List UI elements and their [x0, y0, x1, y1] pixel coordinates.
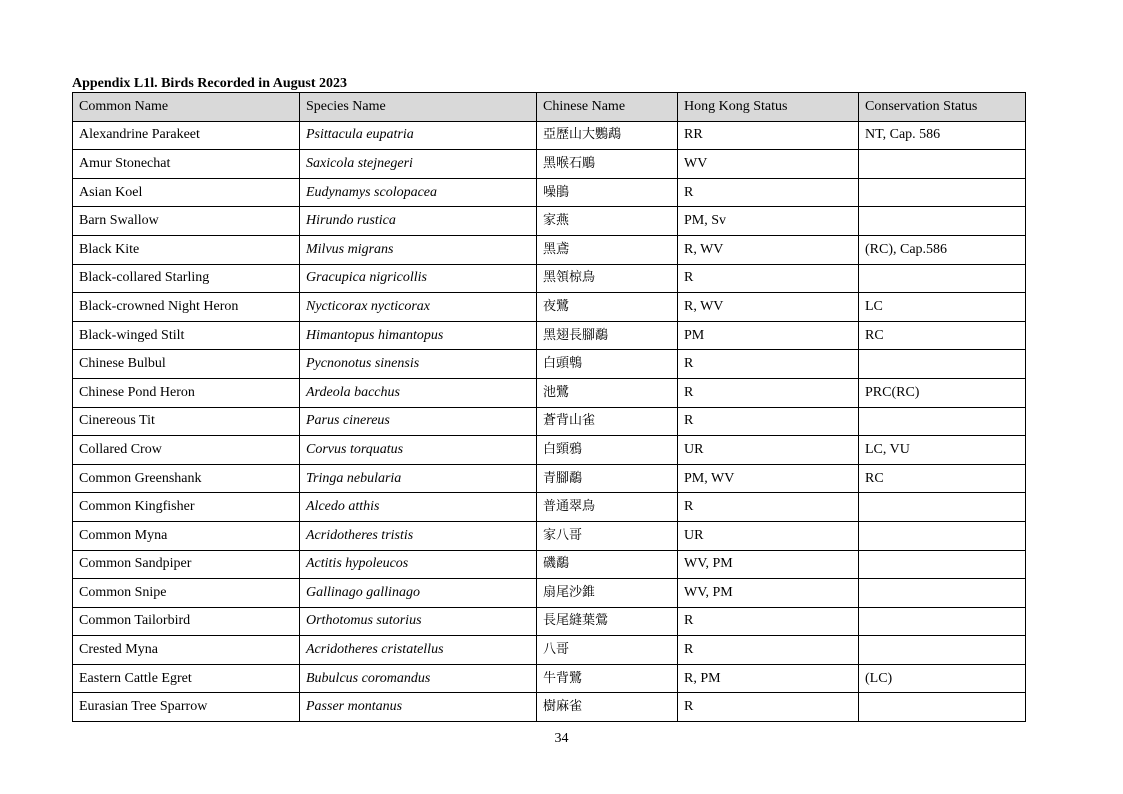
common-name-cell: Eurasian Tree Sparrow — [73, 693, 300, 722]
species-name-cell: Alcedo atthis — [300, 493, 537, 522]
birds-table — [72, 92, 1026, 722]
chinese-name-cell: 白頸鴉 — [537, 436, 678, 465]
hong-kong-status-cell: R — [678, 636, 859, 665]
conservation-status-cell — [859, 493, 1026, 522]
conservation-status-cell: NT, Cap. 586 — [859, 121, 1026, 150]
header-species-name: Species Name — [300, 93, 537, 122]
hong-kong-status-cell: PM, WV — [678, 464, 859, 493]
chinese-name-cell: 普通翠鳥 — [537, 493, 678, 522]
table-row — [73, 664, 1026, 693]
conservation-status-cell: (LC) — [859, 664, 1026, 693]
hong-kong-status-cell: R, PM — [678, 664, 859, 693]
common-name-cell: Black-collared Starling — [73, 264, 300, 293]
common-name-cell: Amur Stonechat — [73, 150, 300, 179]
common-name-cell: Common Tailorbird — [73, 607, 300, 636]
chinese-name-cell: 噪鵑 — [537, 178, 678, 207]
hong-kong-status-cell: R — [678, 607, 859, 636]
conservation-status-cell — [859, 350, 1026, 379]
conservation-status-cell: (RC), Cap.586 — [859, 235, 1026, 264]
chinese-name-cell: 亞歷山大鸚鵡 — [537, 121, 678, 150]
species-name-cell: Passer montanus — [300, 693, 537, 722]
hong-kong-status-cell: WV, PM — [678, 550, 859, 579]
table-row — [73, 636, 1026, 665]
table-row — [73, 550, 1026, 579]
chinese-name-cell: 牛背鷺 — [537, 664, 678, 693]
chinese-name-cell: 長尾縫葉鶯 — [537, 607, 678, 636]
chinese-name-cell: 磯鷸 — [537, 550, 678, 579]
hong-kong-status-cell: R — [678, 178, 859, 207]
table-row — [73, 121, 1026, 150]
chinese-name-cell: 黑喉石鵰 — [537, 150, 678, 179]
species-name-cell: Gallinago gallinago — [300, 579, 537, 608]
conservation-status-cell — [859, 178, 1026, 207]
conservation-status-cell: LC — [859, 293, 1026, 322]
chinese-name-cell: 八哥 — [537, 636, 678, 665]
common-name-cell: Common Snipe — [73, 579, 300, 608]
table-row — [73, 579, 1026, 608]
table-row — [73, 150, 1026, 179]
species-name-cell: Actitis hypoleucos — [300, 550, 537, 579]
chinese-name-cell: 夜鷺 — [537, 293, 678, 322]
species-name-cell: Tringa nebularia — [300, 464, 537, 493]
common-name-cell: Chinese Bulbul — [73, 350, 300, 379]
species-name-cell: Orthotomus sutorius — [300, 607, 537, 636]
table-row — [73, 607, 1026, 636]
table-row — [73, 521, 1026, 550]
table-row — [73, 378, 1026, 407]
conservation-status-cell — [859, 150, 1026, 179]
hong-kong-status-cell: R, WV — [678, 293, 859, 322]
table-header — [73, 93, 1026, 122]
table-row — [73, 235, 1026, 264]
hong-kong-status-cell: RR — [678, 121, 859, 150]
hong-kong-status-cell: R — [678, 264, 859, 293]
chinese-name-cell: 家燕 — [537, 207, 678, 236]
chinese-name-cell: 蒼背山雀 — [537, 407, 678, 436]
species-name-cell: Milvus migrans — [300, 235, 537, 264]
hong-kong-status-cell: R — [678, 493, 859, 522]
chinese-name-cell: 扇尾沙錐 — [537, 579, 678, 608]
species-name-cell: Nycticorax nycticorax — [300, 293, 537, 322]
hong-kong-status-cell: WV, PM — [678, 579, 859, 608]
conservation-status-cell — [859, 693, 1026, 722]
common-name-cell: Collared Crow — [73, 436, 300, 465]
header-row — [73, 93, 1026, 122]
table-row — [73, 493, 1026, 522]
hong-kong-status-cell: PM — [678, 321, 859, 350]
chinese-name-cell: 池鷺 — [537, 378, 678, 407]
header-conservation-status: Conservation Status — [859, 93, 1026, 122]
chinese-name-cell: 樹麻雀 — [537, 693, 678, 722]
species-name-cell: Eudynamys scolopacea — [300, 178, 537, 207]
common-name-cell: Barn Swallow — [73, 207, 300, 236]
hong-kong-status-cell: R — [678, 350, 859, 379]
conservation-status-cell — [859, 550, 1026, 579]
conservation-status-cell: PRC(RC) — [859, 378, 1026, 407]
header-hong-kong-status: Hong Kong Status — [678, 93, 859, 122]
table-body — [73, 121, 1026, 721]
conservation-status-cell — [859, 636, 1026, 665]
conservation-status-cell — [859, 579, 1026, 608]
common-name-cell: Alexandrine Parakeet — [73, 121, 300, 150]
hong-kong-status-cell: PM, Sv — [678, 207, 859, 236]
chinese-name-cell: 白頭鵯 — [537, 350, 678, 379]
hong-kong-status-cell: UR — [678, 436, 859, 465]
table-row — [73, 693, 1026, 722]
conservation-status-cell: RC — [859, 321, 1026, 350]
conservation-status-cell — [859, 607, 1026, 636]
common-name-cell: Common Sandpiper — [73, 550, 300, 579]
chinese-name-cell: 黑翅長腳鷸 — [537, 321, 678, 350]
hong-kong-status-cell: R — [678, 378, 859, 407]
chinese-name-cell: 青腳鷸 — [537, 464, 678, 493]
conservation-status-cell — [859, 521, 1026, 550]
header-chinese-name: Chinese Name — [537, 93, 678, 122]
table-row — [73, 207, 1026, 236]
species-name-cell: Himantopus himantopus — [300, 321, 537, 350]
common-name-cell: Eastern Cattle Egret — [73, 664, 300, 693]
common-name-cell: Chinese Pond Heron — [73, 378, 300, 407]
table-row — [73, 178, 1026, 207]
species-name-cell: Saxicola stejnegeri — [300, 150, 537, 179]
table-row — [73, 464, 1026, 493]
hong-kong-status-cell: R, WV — [678, 235, 859, 264]
common-name-cell: Common Greenshank — [73, 464, 300, 493]
table-row — [73, 407, 1026, 436]
species-name-cell: Psittacula eupatria — [300, 121, 537, 150]
conservation-status-cell: LC, VU — [859, 436, 1026, 465]
table-row — [73, 436, 1026, 465]
common-name-cell: Black-winged Stilt — [73, 321, 300, 350]
table-row — [73, 321, 1026, 350]
chinese-name-cell: 黑鳶 — [537, 235, 678, 264]
species-name-cell: Corvus torquatus — [300, 436, 537, 465]
common-name-cell: Common Kingfisher — [73, 493, 300, 522]
species-name-cell: Acridotheres tristis — [300, 521, 537, 550]
common-name-cell: Asian Koel — [73, 178, 300, 207]
table-row — [73, 264, 1026, 293]
conservation-status-cell — [859, 207, 1026, 236]
hong-kong-status-cell: WV — [678, 150, 859, 179]
hong-kong-status-cell: R — [678, 693, 859, 722]
chinese-name-cell: 家八哥 — [537, 521, 678, 550]
common-name-cell: Crested Myna — [73, 636, 300, 665]
chinese-name-cell: 黑領椋鳥 — [537, 264, 678, 293]
species-name-cell: Gracupica nigricollis — [300, 264, 537, 293]
table-row — [73, 293, 1026, 322]
conservation-status-cell: RC — [859, 464, 1026, 493]
species-name-cell: Pycnonotus sinensis — [300, 350, 537, 379]
conservation-status-cell — [859, 407, 1026, 436]
common-name-cell: Cinereous Tit — [73, 407, 300, 436]
conservation-status-cell — [859, 264, 1026, 293]
page-number: 34 — [554, 731, 569, 746]
species-name-cell: Ardeola bacchus — [300, 378, 537, 407]
table-row — [73, 350, 1026, 379]
hong-kong-status-cell: UR — [678, 521, 859, 550]
common-name-cell: Black Kite — [73, 235, 300, 264]
common-name-cell: Common Myna — [73, 521, 300, 550]
hong-kong-status-cell: R — [678, 407, 859, 436]
species-name-cell: Acridotheres cristatellus — [300, 636, 537, 665]
table-caption: Appendix L1l. Birds Recorded in August 2023 — [72, 76, 347, 91]
header-common-name: Common Name — [73, 93, 300, 122]
common-name-cell: Black-crowned Night Heron — [73, 293, 300, 322]
species-name-cell: Hirundo rustica — [300, 207, 537, 236]
species-name-cell: Bubulcus coromandus — [300, 664, 537, 693]
species-name-cell: Parus cinereus — [300, 407, 537, 436]
